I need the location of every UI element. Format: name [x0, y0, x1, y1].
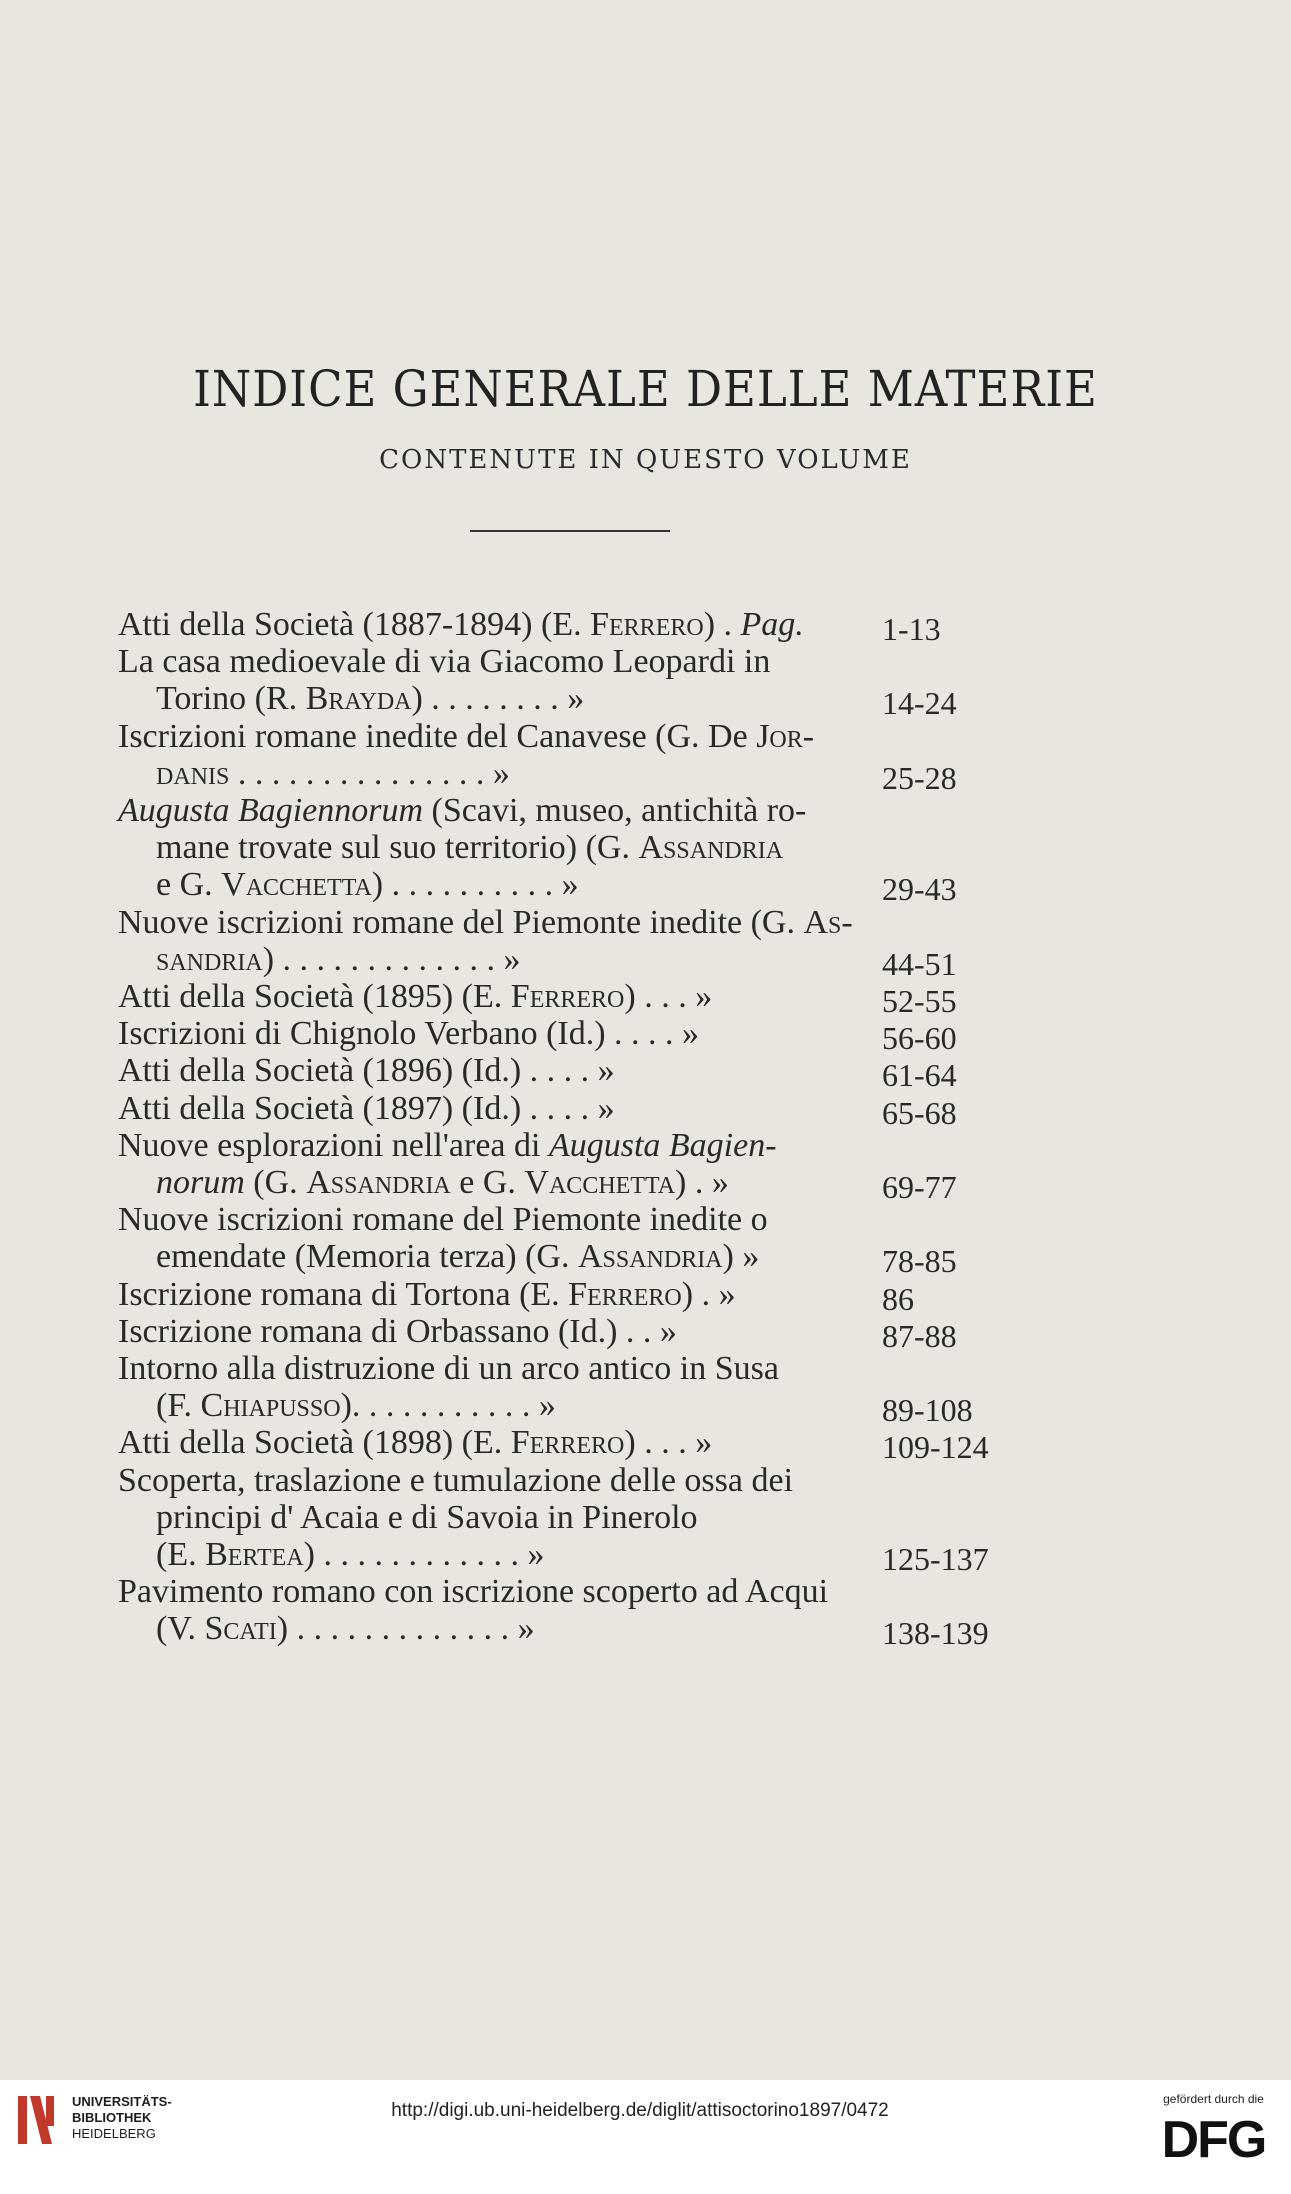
library-name-line: BIBLIOTHEK: [72, 2110, 152, 2125]
toc-entry-text: Atti della Società (1887-1894) (E.: [118, 606, 591, 643]
toc-page-number: 56-60: [882, 1020, 957, 1057]
toc-entry-text: ) .: [703, 606, 741, 643]
toc-entry-text: Nuove esplorazioni nell'area di: [118, 1126, 549, 1164]
toc-entry-text: Torino (R.: [156, 680, 306, 718]
toc-entry-line: [118, 1014, 699, 1054]
toc-entry-text: ) . . . . . . . . »: [411, 680, 585, 718]
toc-page-number: 44-51: [882, 945, 957, 982]
toc-entry-line: [156, 940, 521, 980]
toc-entry-text: Iscrizione romana di Tortona (E.: [118, 1275, 569, 1313]
toc-entry-line: [156, 828, 783, 868]
toc-entry-text: . . . . . . . . . . . . . . . »: [229, 754, 510, 792]
toc-page-number: 61-64: [882, 1057, 957, 1094]
toc-entry-line: [118, 791, 806, 831]
toc-page-number: 86: [882, 1280, 914, 1317]
toc-entry-text: Ferrero: [568, 1275, 682, 1313]
toc-entry-text: emendate (Memoria terza) (G.: [156, 1238, 578, 1276]
toc-entry-line: [118, 1349, 779, 1389]
toc-page-number: 87-88: [882, 1317, 957, 1354]
toc-entry-line: [118, 1126, 777, 1166]
toc-entry-text: e G.: [450, 1164, 525, 1201]
toc-entry-text: Vacchetta: [524, 1164, 676, 1201]
toc-entry-text: e G.: [156, 866, 222, 904]
toc-entry-text: ) . . . . . . . . . . . . . »: [262, 940, 521, 978]
toc-entry-line: [156, 679, 584, 719]
library-name-line: HEIDELBERG: [72, 2126, 156, 2141]
library-name[interactable]: [72, 2094, 172, 2142]
toc-entry-text: Iscrizione romana di Orbassano (Id.) . . »: [118, 1312, 677, 1350]
toc-entry-line: [118, 1200, 768, 1240]
toc-entry-text: Iscrizioni di Chignolo Verbano (Id.) . . . . »: [118, 1015, 700, 1053]
toc-entry-line: [118, 1461, 793, 1501]
toc-entry-text: Nuove iscrizioni romane del Piemonte inedite o: [118, 1201, 768, 1239]
dfg-logo[interactable]: DFG: [1161, 2111, 1266, 2169]
toc-entry-text: Vacchetta: [221, 866, 372, 904]
toc-entry-line: [156, 1237, 759, 1277]
title-divider: [470, 530, 670, 532]
toc-entry-line: [118, 717, 814, 757]
toc-page-number: 29-43: [882, 871, 957, 908]
toc-entry-text: Nuove iscrizioni romane del Piemonte inedite (G.: [118, 903, 804, 941]
toc-entry-text: Scoperta, traslazione e tumulazione delle ossa dei: [118, 1461, 794, 1499]
toc-entry-text: ) . . . . . . . . . . . . . »: [276, 1610, 535, 1648]
source-url-link[interactable]: http://digi.ub.uni-heidelberg.de/diglit/attisoctorino1897/0472: [391, 2100, 889, 2121]
toc-entry-text: mane trovate sul suo territorio) (G.: [156, 829, 639, 867]
toc-entry-line: [118, 1572, 828, 1612]
toc-entry-text: (Scavi, museo, antichità ro-: [423, 792, 807, 829]
toc-page-number: 52-55: [882, 983, 957, 1019]
toc-entry-text: (E.: [156, 1536, 206, 1573]
toc-entry-line: [118, 903, 853, 943]
library-name-line: UNIVERSITÄTS-: [72, 2094, 172, 2109]
toc-entry-text: Augusta Bagiennorum: [118, 792, 424, 829]
toc-page-number: 69-77: [882, 1169, 957, 1205]
toc-entry-text: Ferrero: [510, 1424, 625, 1462]
toc-entry-line: [118, 1423, 712, 1463]
toc-page-number: 14-24: [882, 685, 957, 722]
toc-entry-text: Atti della Società (1895) (E.: [118, 978, 511, 1015]
toc-entry-text: ) . »: [675, 1164, 729, 1201]
toc-entry-text: Atti della Società (1897) (Id.) . . . . »: [118, 1089, 615, 1127]
toc-entry-text: ) . . . . . . . . . . . . »: [303, 1536, 545, 1573]
toc-entry-text: Atti della Società (1896) (Id.) . . . . »: [118, 1052, 615, 1090]
page-subtitle: CONTENUTE IN QUESTO VOLUME: [379, 445, 912, 475]
toc-entry-text: Assandria: [638, 829, 784, 867]
toc-entry-text: La casa medioevale di via Giacomo Leopardi in: [118, 643, 771, 681]
toc-entry-text: Augusta Bagien-: [548, 1126, 777, 1164]
toc-page-number: 109-124: [882, 1429, 989, 1466]
toc-entry-text: Intorno alla distruzione di un arco antico in Susa: [118, 1350, 779, 1387]
toc-entry-text: (G.: [244, 1164, 307, 1201]
toc-entry-text: ) . . . »: [624, 1424, 713, 1462]
funding-note: gefördert durch die: [1163, 2092, 1264, 2106]
toc-entry-line: [118, 1275, 736, 1315]
toc-entry-text: Scati: [204, 1610, 277, 1648]
page-title: INDICE GENERALE DELLE MATERIE: [193, 360, 1098, 418]
toc-entry-text: Pavimento romano con iscrizione scoperto ad Acqui: [118, 1573, 829, 1611]
toc-entry-text: ) . . . . . . . . . . »: [371, 866, 579, 904]
toc-entry-text: Bertea: [205, 1536, 304, 1573]
toc-entry-text: danis: [156, 754, 230, 792]
toc-entry-line: [118, 1051, 615, 1091]
toc-entry-line: [156, 1609, 535, 1649]
toc-entry-text: sandria: [156, 940, 263, 978]
toc-entry-text: ). . . . . . . . . . . »: [340, 1387, 556, 1425]
toc-entry-line: [156, 1386, 556, 1426]
toc-entry-line: [118, 1089, 615, 1129]
toc-entry-text: Ferrero: [510, 978, 625, 1015]
toc-entry-text: ) »: [722, 1238, 760, 1276]
toc-entry-text: Jor-: [756, 717, 815, 755]
toc-entry-text: Ferrero: [590, 606, 704, 643]
toc-entry-line: [118, 977, 712, 1017]
toc-entry-text: ) . . . »: [624, 978, 713, 1015]
toc-entry-text: principi d' Acaia e di Savoia in Pinerolo: [156, 1498, 698, 1536]
toc-entry-text: Brayda: [305, 680, 412, 718]
footer-bar: [0, 2080, 1291, 2194]
toc-page-number: 89-108: [882, 1392, 973, 1429]
toc-entry-text: Pag.: [740, 606, 804, 643]
toc-page-number: 125-137: [882, 1541, 989, 1577]
toc-entry-line: [156, 865, 579, 905]
toc-page-number: 78-85: [882, 1243, 957, 1280]
toc-entry-line: [156, 754, 510, 794]
toc-entry-text: (V.: [156, 1610, 205, 1648]
toc-entry-line: [156, 1163, 729, 1203]
toc-page-number: 65-68: [882, 1094, 957, 1131]
toc-page-number: 25-28: [882, 759, 957, 796]
toc-entry-text: norum: [156, 1164, 245, 1201]
toc-entry-line: [156, 1535, 544, 1575]
toc-entry-line: [118, 605, 804, 645]
toc-entry-text: Chiapusso: [200, 1387, 341, 1425]
university-library-logo-icon[interactable]: [14, 2090, 62, 2150]
toc-entry-text: (F.: [156, 1387, 201, 1425]
toc-entry-text: Atti della Società (1898) (E.: [118, 1424, 511, 1462]
toc-page-number: 1-13: [882, 611, 941, 647]
toc-entry-text: Assandria: [577, 1238, 723, 1276]
toc-entry-text: As-: [803, 903, 853, 941]
toc-entry-text: ) . »: [681, 1275, 736, 1313]
toc-page-number: 138-139: [882, 1615, 989, 1652]
toc-entry-text: Iscrizioni romane inedite del Canavese (G. De: [118, 717, 757, 755]
toc-entry-line: [118, 1312, 677, 1352]
toc-entry-text: Assandria: [306, 1164, 451, 1201]
toc-entry-line: [118, 642, 770, 682]
toc-entry-line: [156, 1498, 698, 1538]
